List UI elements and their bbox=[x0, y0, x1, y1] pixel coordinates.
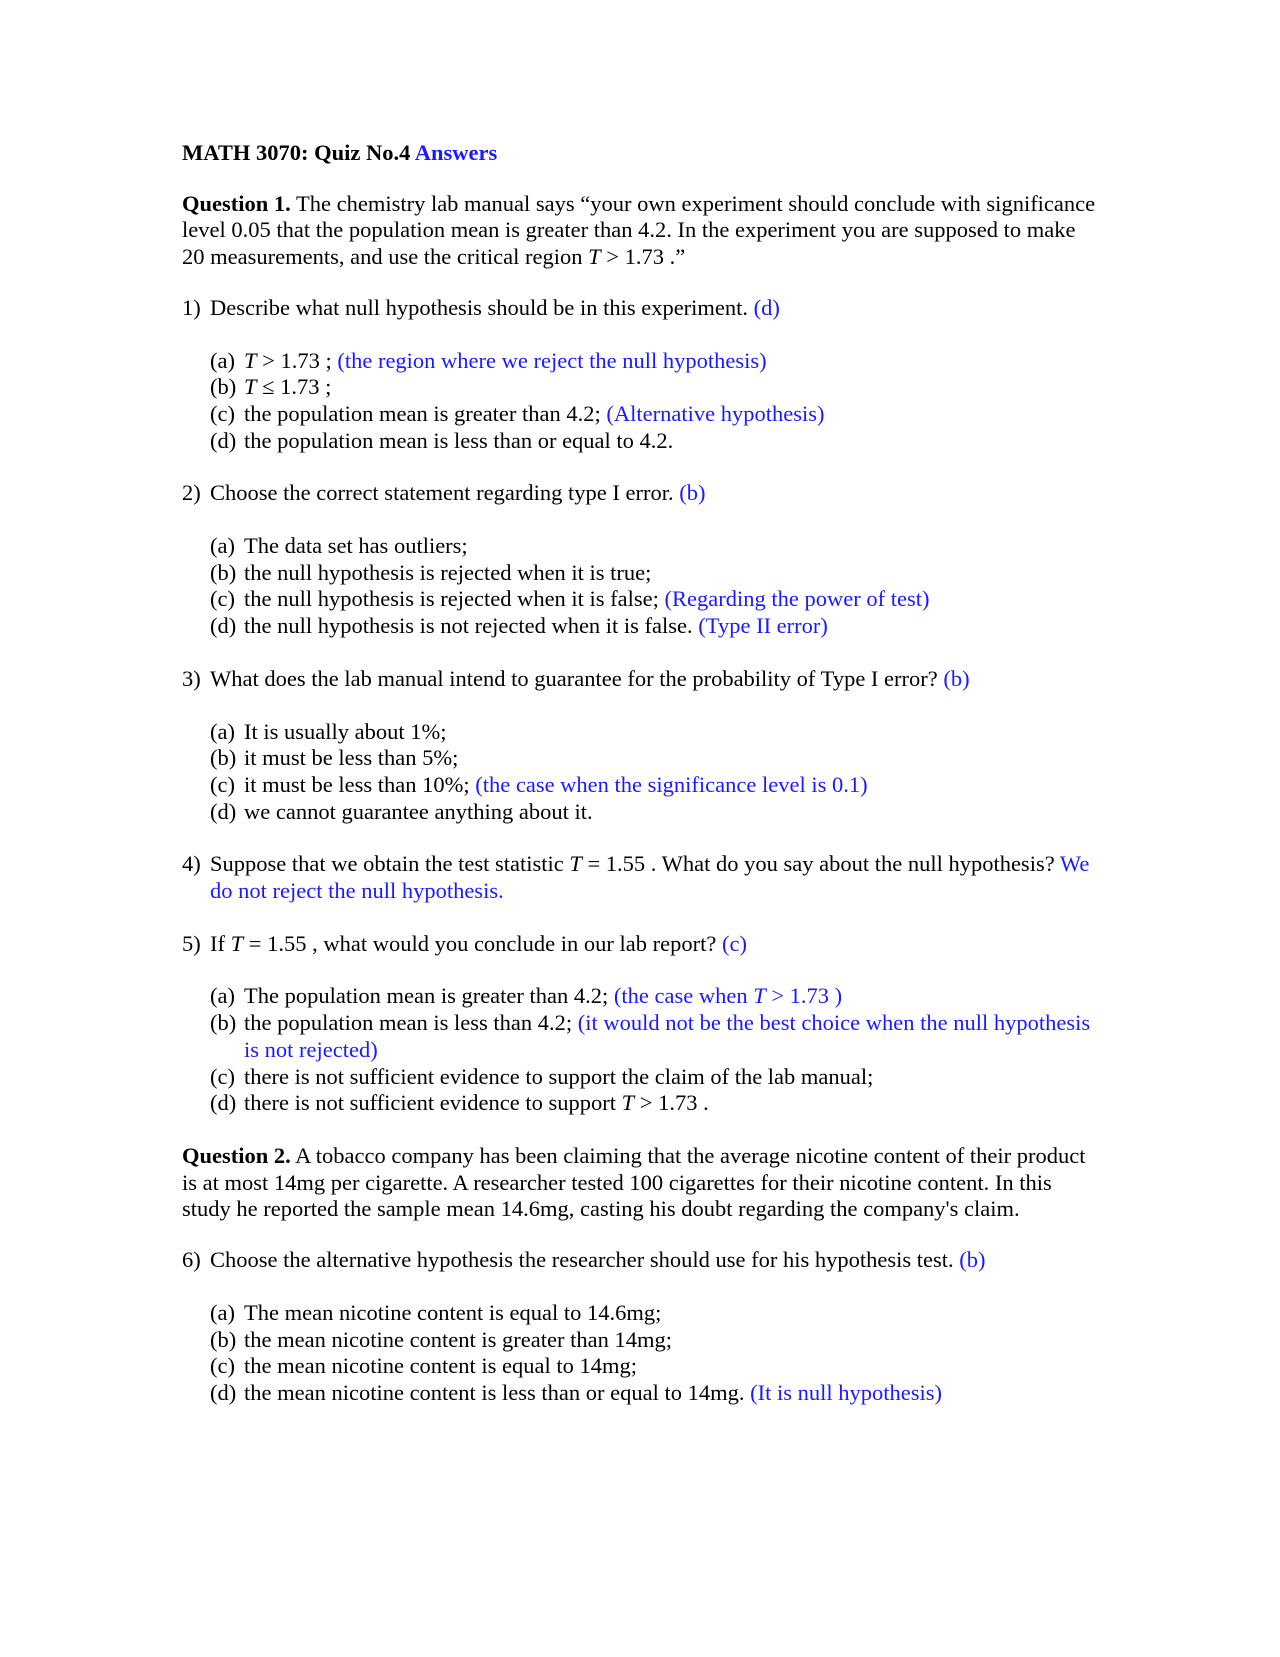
question-2-intro bbox=[182, 1143, 1102, 1223]
option-note-b: > 1.73 ) bbox=[765, 983, 843, 1009]
option-text: the mean nicotine content is less than or equal to 14mg. bbox=[244, 1379, 745, 1405]
option-text: there is not sufficient evidence to support bbox=[244, 1090, 622, 1116]
item-6 bbox=[182, 1247, 1102, 1274]
option-note: (Type II error) bbox=[698, 613, 828, 639]
option-label: (c) bbox=[210, 771, 235, 797]
question-1-intro bbox=[182, 191, 1102, 271]
option-label: (a) bbox=[210, 533, 235, 559]
option-label: (a) bbox=[210, 983, 235, 1009]
option-2b bbox=[210, 560, 1102, 587]
option-text: the null hypothesis is rejected when it is false; bbox=[244, 586, 659, 612]
option-label: (d) bbox=[210, 427, 237, 453]
option-text: there is not sufficient evidence to support the claim of the lab manual; bbox=[244, 1063, 874, 1089]
item-4-answer: We do not reject the null hypothesis. bbox=[210, 851, 1090, 904]
option-text: The data set has outliers; bbox=[244, 533, 468, 559]
option-text: ≤ 1.73 ; bbox=[256, 374, 332, 400]
option-label: (d) bbox=[210, 1379, 237, 1405]
item-5-options bbox=[210, 983, 1102, 1117]
option-label: (c) bbox=[210, 1063, 235, 1089]
question-1-heading: Question 1. bbox=[182, 190, 291, 216]
option-note: (the case when the significance level is 0.1) bbox=[475, 771, 868, 797]
option-text: we cannot guarantee anything about it. bbox=[244, 798, 593, 824]
option-2c bbox=[210, 586, 1102, 613]
item-1-answer: (d) bbox=[753, 294, 780, 320]
option-1b bbox=[210, 374, 1102, 401]
option-2d bbox=[210, 613, 1102, 640]
option-label: (c) bbox=[210, 586, 235, 612]
option-3c bbox=[210, 772, 1102, 799]
option-text: the population mean is less than 4.2; bbox=[244, 1010, 573, 1036]
item-5-number: 5) bbox=[182, 930, 201, 956]
item-1 bbox=[182, 295, 1102, 322]
option-text: the mean nicotine content is greater than 14mg; bbox=[244, 1326, 672, 1352]
item-4-text-b: = 1.55 . What do you say about the null hypothesis? bbox=[581, 851, 1055, 877]
option-6c bbox=[210, 1353, 1102, 1380]
item-3-number: 3) bbox=[182, 665, 201, 691]
option-text-b: > 1.73 . bbox=[634, 1090, 709, 1116]
item-4 bbox=[182, 851, 1102, 904]
option-1d bbox=[210, 428, 1102, 455]
option-5b bbox=[210, 1010, 1102, 1063]
option-3a bbox=[210, 719, 1102, 746]
option-text: it must be less than 10%; bbox=[244, 771, 470, 797]
item-1-options bbox=[210, 348, 1102, 455]
title-text: MATH 3070: Quiz No.4 bbox=[182, 140, 411, 165]
page-title bbox=[182, 140, 1102, 167]
option-text: The population mean is greater than 4.2; bbox=[244, 983, 609, 1009]
option-text: The mean nicotine content is equal to 14.6mg; bbox=[244, 1299, 662, 1325]
item-4-text-a: Suppose that we obtain the test statistic bbox=[210, 851, 570, 877]
item-5-answer: (c) bbox=[721, 930, 747, 956]
option-5a bbox=[210, 983, 1102, 1010]
option-label: (c) bbox=[210, 400, 235, 426]
item-6-options bbox=[210, 1300, 1102, 1407]
item-2-text: Choose the correct statement regarding type I error. bbox=[210, 480, 674, 506]
question-2-text: A tobacco company has been claiming that the average nicotine content of their product is at most 14mg per cigarette. A researcher tested 100 cigarettes for their nicotine content. In this study he reported the sample mean 14.6mg, casting his doubt regarding the company's claim. bbox=[182, 1142, 1086, 1222]
option-3d bbox=[210, 799, 1102, 826]
option-note: (the region where we reject the null hypothesis) bbox=[337, 347, 767, 373]
option-label: (a) bbox=[210, 347, 235, 373]
option-6a bbox=[210, 1300, 1102, 1327]
option-note bbox=[614, 983, 842, 1008]
item-1-text: Describe what null hypothesis should be in this experiment. bbox=[210, 294, 749, 320]
quiz-document bbox=[182, 140, 1102, 1433]
item-3-text: What does the lab manual intend to guarantee for the probability of Type I error? bbox=[210, 665, 938, 691]
item-2-options bbox=[210, 533, 1102, 640]
option-label: (d) bbox=[210, 1090, 237, 1116]
question-1-region-rest: > 1.73 .” bbox=[600, 244, 686, 270]
item-4-var: T bbox=[569, 851, 582, 877]
option-text: the population mean is less than or equal to 4.2. bbox=[244, 427, 674, 453]
question-1-text: The chemistry lab manual says “your own experiment should conclude with significance level 0.05 that the population mean is greater than 4.2. In the experiment you are supposed to make 20 measurements, and use the critical region bbox=[182, 190, 1096, 270]
option-note: (Regarding the power of test) bbox=[664, 586, 930, 612]
option-label: (c) bbox=[210, 1353, 235, 1379]
option-3b bbox=[210, 745, 1102, 772]
item-2-number: 2) bbox=[182, 480, 201, 506]
option-label: (b) bbox=[210, 745, 237, 771]
option-label: (a) bbox=[210, 718, 235, 744]
option-2a bbox=[210, 533, 1102, 560]
option-note-a: (the case when bbox=[613, 983, 754, 1009]
option-text: > 1.73 ; bbox=[256, 347, 332, 373]
item-2 bbox=[182, 480, 1102, 507]
title-answers: Answers bbox=[414, 140, 498, 165]
item-3 bbox=[182, 666, 1102, 693]
item-3-options bbox=[210, 719, 1102, 826]
item-6-answer: (b) bbox=[959, 1247, 986, 1273]
item-2-answer: (b) bbox=[679, 480, 706, 506]
item-5 bbox=[182, 931, 1102, 958]
item-5-text-b: = 1.55 , what would you conclude in our lab report? bbox=[243, 930, 717, 956]
option-var: T bbox=[621, 1090, 635, 1116]
item-4-number: 4) bbox=[182, 851, 201, 877]
option-label: (b) bbox=[210, 1010, 237, 1036]
option-text: the population mean is greater than 4.2; bbox=[244, 400, 601, 426]
option-label: (d) bbox=[210, 798, 237, 824]
option-text: the null hypothesis is rejected when it is true; bbox=[244, 559, 652, 585]
option-note: (Alternative hypothesis) bbox=[606, 400, 825, 426]
option-label: (d) bbox=[210, 613, 237, 639]
item-3-answer: (b) bbox=[943, 665, 970, 691]
option-var: T bbox=[244, 347, 257, 373]
option-5d bbox=[210, 1090, 1102, 1117]
option-label: (b) bbox=[210, 374, 237, 400]
option-label: (a) bbox=[210, 1299, 235, 1325]
item-1-number: 1) bbox=[182, 294, 201, 320]
option-text: the null hypothesis is not rejected when it is false. bbox=[244, 613, 693, 639]
option-text: It is usually about 1%; bbox=[244, 718, 447, 744]
option-6b bbox=[210, 1327, 1102, 1354]
item-5-var: T bbox=[230, 930, 244, 956]
question-1-region-var: T bbox=[588, 244, 601, 270]
option-label: (b) bbox=[210, 559, 237, 585]
option-5c bbox=[210, 1064, 1102, 1091]
option-1c bbox=[210, 401, 1102, 428]
option-6d bbox=[210, 1380, 1102, 1407]
option-note-var: T bbox=[753, 983, 766, 1009]
option-note: (It is null hypothesis) bbox=[750, 1379, 943, 1405]
item-6-number: 6) bbox=[182, 1247, 201, 1273]
option-note: (it would not be the best choice when the null hypothesis is not rejected) bbox=[244, 1010, 1091, 1062]
option-label: (b) bbox=[210, 1326, 237, 1352]
option-1a bbox=[210, 348, 1102, 375]
question-2-heading: Question 2. bbox=[182, 1142, 291, 1168]
item-5-text-a: If bbox=[210, 930, 231, 956]
option-var: T bbox=[244, 374, 257, 400]
option-text: it must be less than 5%; bbox=[244, 745, 459, 771]
item-6-text: Choose the alternative hypothesis the researcher should use for his hypothesis test. bbox=[210, 1247, 954, 1273]
option-text: the mean nicotine content is equal to 14mg; bbox=[244, 1353, 638, 1379]
